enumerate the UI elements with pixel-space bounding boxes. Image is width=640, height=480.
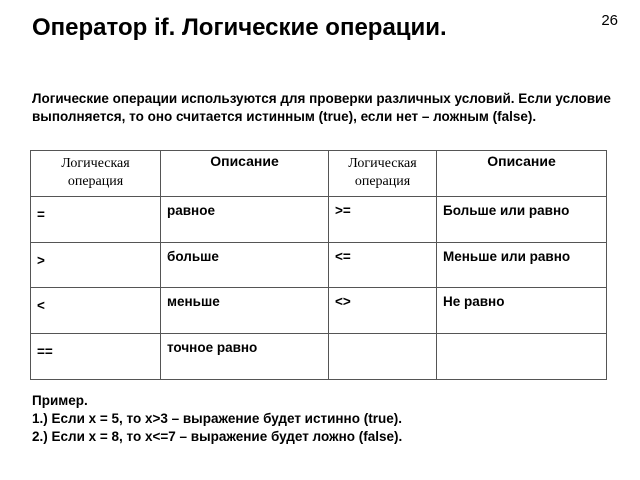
table-cell: <= (329, 242, 437, 288)
table-cell: Не равно (437, 288, 607, 334)
header-description-2: Описание (437, 151, 607, 197)
example-heading: Пример. (32, 393, 88, 408)
table-cell: больше (161, 242, 329, 288)
header-description-1: Описание (161, 151, 329, 197)
table-cell: Меньше или равно (437, 242, 607, 288)
table-header-row (31, 151, 607, 197)
slide-title: Оператор if. Логические операции. (32, 14, 447, 41)
table-cell: > (31, 242, 161, 288)
table-cell (329, 334, 437, 380)
table-cell: == (31, 334, 161, 380)
example-line-2: 2.) Если x = 8, то x<=7 – выражение будет ложно (false). (32, 429, 403, 444)
table-row (31, 288, 607, 334)
logical-operations-table (30, 150, 607, 380)
table-cell: < (31, 288, 161, 334)
table-cell: <> (329, 288, 437, 334)
example-line-1: 1.) Если x = 5, то x>3 – выражение будет истинно (true). (32, 411, 402, 426)
header-operation-1: Логическая операция (31, 151, 161, 197)
table-cell: меньше (161, 288, 329, 334)
table-cell: >= (329, 196, 437, 242)
table-cell: точное равно (161, 334, 329, 380)
table-cell: Больше или равно (437, 196, 607, 242)
example-block (32, 392, 402, 446)
table-cell: = (31, 196, 161, 242)
table-row (31, 242, 607, 288)
page-number: 26 (601, 12, 618, 29)
header-operation-2: Логическая операция (329, 151, 437, 197)
table-cell: равное (161, 196, 329, 242)
intro-paragraph: Логические операции используются для проверки различных условий. Если условие выполняется, то оно считается истинным (true), если нет – ложным (false). (32, 91, 611, 124)
table-row (31, 196, 607, 242)
table-cell (437, 334, 607, 380)
table-row (31, 334, 607, 380)
